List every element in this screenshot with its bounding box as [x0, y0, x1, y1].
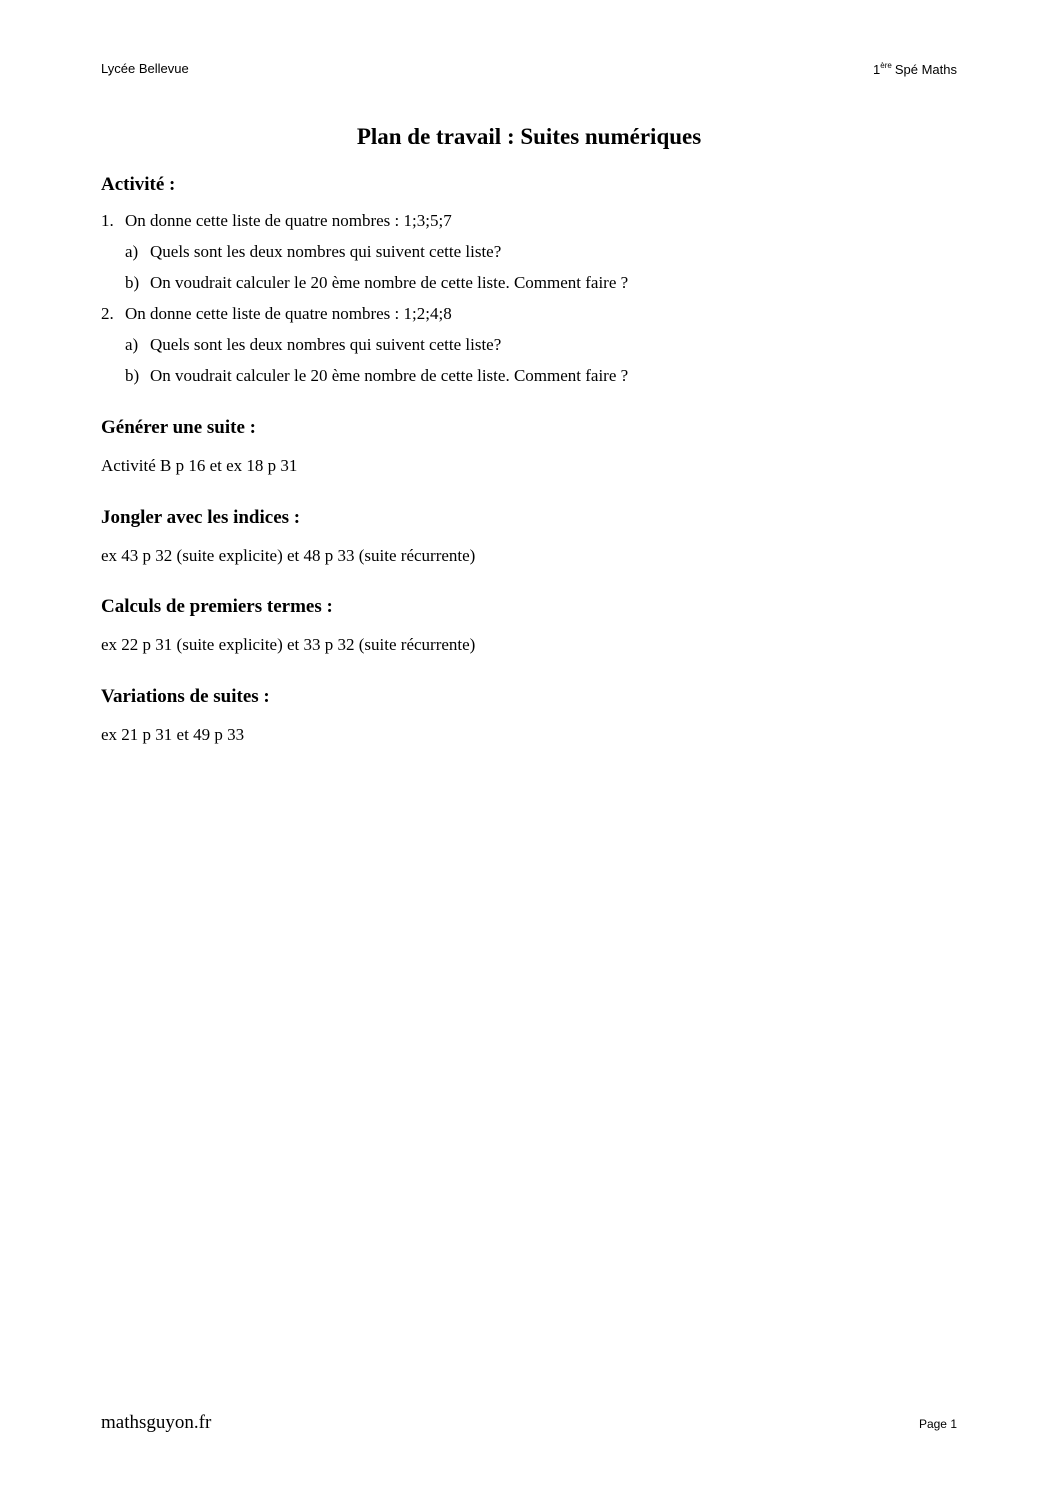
sub-text: On voudrait calculer le 20 ème nombre de cette liste. Comment faire ?	[150, 273, 629, 292]
activity-item-1	[101, 211, 452, 231]
activity-item-2a	[125, 335, 501, 355]
level-superscript: ère	[880, 61, 892, 70]
footer-site: mathsguyon.fr	[101, 1412, 212, 1433]
activity-item-1a	[125, 242, 501, 262]
header-subject: Spé Maths	[894, 62, 957, 77]
item-number: 2.	[101, 304, 114, 323]
item-text: On donne cette liste de quatre nombres : 1;2;4;8	[125, 304, 452, 323]
section-text-generer: Activité B p 16 et ex 18 p 31	[101, 456, 298, 475]
section-heading-generer: Générer une suite :	[101, 417, 256, 438]
activity-item-2	[101, 304, 452, 324]
section-heading-jongler: Jongler avec les indices :	[101, 507, 301, 528]
section-text-calculs: ex 22 p 31 (suite explicite) et 33 p 32 (suite récurrente)	[101, 635, 476, 654]
item-number: 1.	[101, 211, 114, 230]
footer-page-number: Page 1	[918, 1417, 957, 1431]
section-heading-variations: Variations de suites :	[101, 686, 270, 707]
level-number: 1	[873, 62, 881, 77]
header-school: Lycée Bellevue	[101, 61, 189, 76]
sub-letter: a)	[125, 335, 139, 354]
section-text-variations: ex 21 p 31 et 49 p 33	[101, 725, 245, 744]
sub-letter: b)	[125, 273, 140, 292]
section-heading-calculs: Calculs de premiers termes :	[101, 596, 333, 617]
activity-item-1b	[125, 273, 628, 293]
section-text-jongler: ex 43 p 32 (suite explicite) et 48 p 33 (suite récurrente)	[101, 546, 476, 565]
sub-letter: b)	[125, 366, 140, 385]
sub-text: Quels sont les deux nombres qui suivent cette liste?	[150, 242, 502, 261]
page-title: Plan de travail : Suites numériques	[356, 124, 702, 149]
item-text: On donne cette liste de quatre nombres : 1;3;5;7	[125, 211, 452, 230]
activity-item-2b	[125, 366, 628, 386]
header-level	[873, 61, 957, 77]
sub-text: Quels sont les deux nombres qui suivent cette liste?	[150, 335, 502, 354]
sub-letter: a)	[125, 242, 139, 261]
activity-heading: Activité :	[101, 174, 176, 195]
sub-text: On voudrait calculer le 20 ème nombre de cette liste. Comment faire ?	[150, 366, 629, 385]
